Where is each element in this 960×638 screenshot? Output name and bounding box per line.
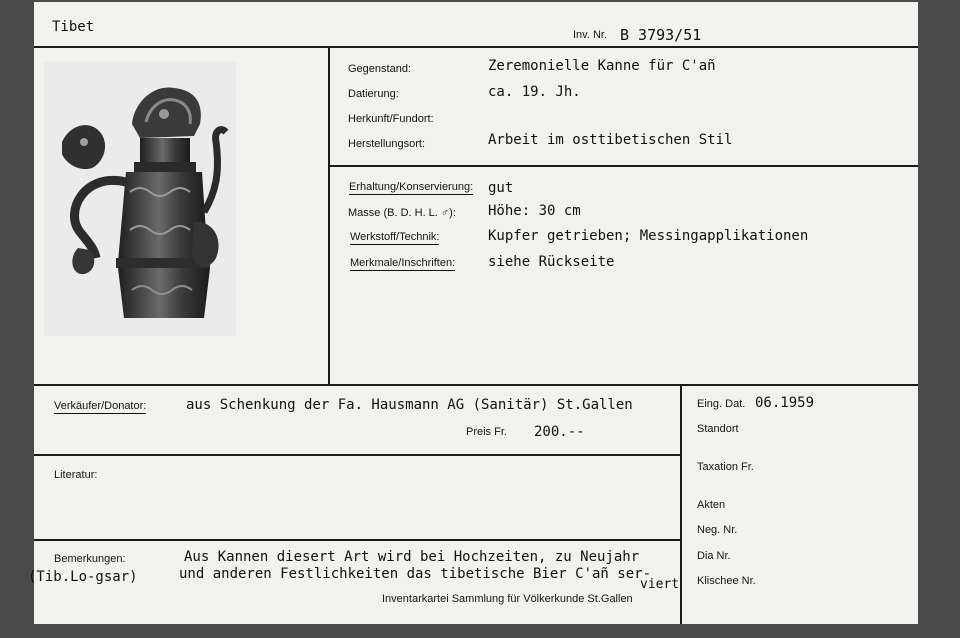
details-divider (34, 384, 918, 386)
merkmale-value: siehe Rückseite (488, 254, 615, 270)
inv-nr-value: B 3793/51 (620, 26, 702, 44)
merkmale-label: Merkmale/Inschriften: (350, 257, 456, 269)
photo-divider (328, 46, 330, 386)
ewer-photo (44, 62, 236, 336)
right-column-divider (680, 384, 682, 624)
bemerkungen-prefix: (Tib.Lo-gsar) (28, 569, 138, 585)
herkunft-label: Herkunft/Fundort: (348, 113, 434, 125)
footer-text: Inventarkartei Sammlung für Völkerkunde St.Gallen (382, 593, 633, 605)
werkstoff-value: Kupfer getrieben; Messingapplikationen (488, 228, 809, 244)
bemerkungen-line3: viert (640, 577, 680, 592)
standort-label: Standort (697, 423, 739, 435)
bemerkungen-label: Bemerkungen: (54, 553, 126, 565)
bemerkungen-line2: und anderen Festlichkeiten das tibetische Bier C'añ ser- (179, 566, 652, 582)
neg-nr-label: Neg. Nr. (697, 524, 738, 536)
klischee-nr-label: Klischee Nr. (697, 575, 756, 587)
erhaltung-value: gut (488, 180, 514, 196)
preis-value: 200.-- (534, 424, 585, 440)
herstellungsort-value: Arbeit im osttibetischen Stil (488, 132, 733, 148)
eing-dat-label: Eing. Dat. (697, 398, 746, 410)
gegenstand-label: Gegenstand: (348, 63, 411, 75)
ewer-illustration (44, 62, 236, 336)
object-divider (328, 165, 918, 167)
taxation-label: Taxation Fr. (697, 461, 754, 473)
masse-value: Höhe: 30 cm (488, 203, 581, 219)
acquisition-divider (34, 454, 680, 456)
akten-label: Akten (697, 499, 726, 511)
verkaeufer-label: Verkäufer/Donator: (54, 400, 147, 412)
masse-label: Masse (B. D. H. L. ♂): (348, 207, 456, 219)
preis-label: Preis Fr. (466, 426, 507, 438)
datierung-value: ca. 19. Jh. (488, 84, 581, 100)
literature-divider (34, 539, 680, 541)
herstellungsort-label: Herstellungsort: (348, 138, 426, 150)
datierung-label: Datierung: (348, 88, 399, 100)
region-label: Tibet (52, 19, 95, 35)
header-divider (34, 46, 918, 48)
eing-dat-value: 06.1959 (755, 395, 815, 411)
literatur-label: Literatur: (54, 469, 98, 481)
gegenstand-value: Zeremonielle Kanne für C'añ (488, 58, 716, 74)
verkaeufer-value: aus Schenkung der Fa. Hausmann AG (Sanitär) St.Gallen (186, 397, 633, 413)
werkstoff-label: Werkstoff/Technik: (350, 231, 440, 243)
erhaltung-label: Erhaltung/Konservierung: (349, 181, 474, 193)
dia-nr-label: Dia Nr. (697, 550, 731, 562)
inv-nr-label: Inv. Nr. (573, 29, 608, 41)
bemerkungen-line1: Aus Kannen diesert Art wird bei Hochzeiten, zu Neujahr (184, 549, 640, 565)
